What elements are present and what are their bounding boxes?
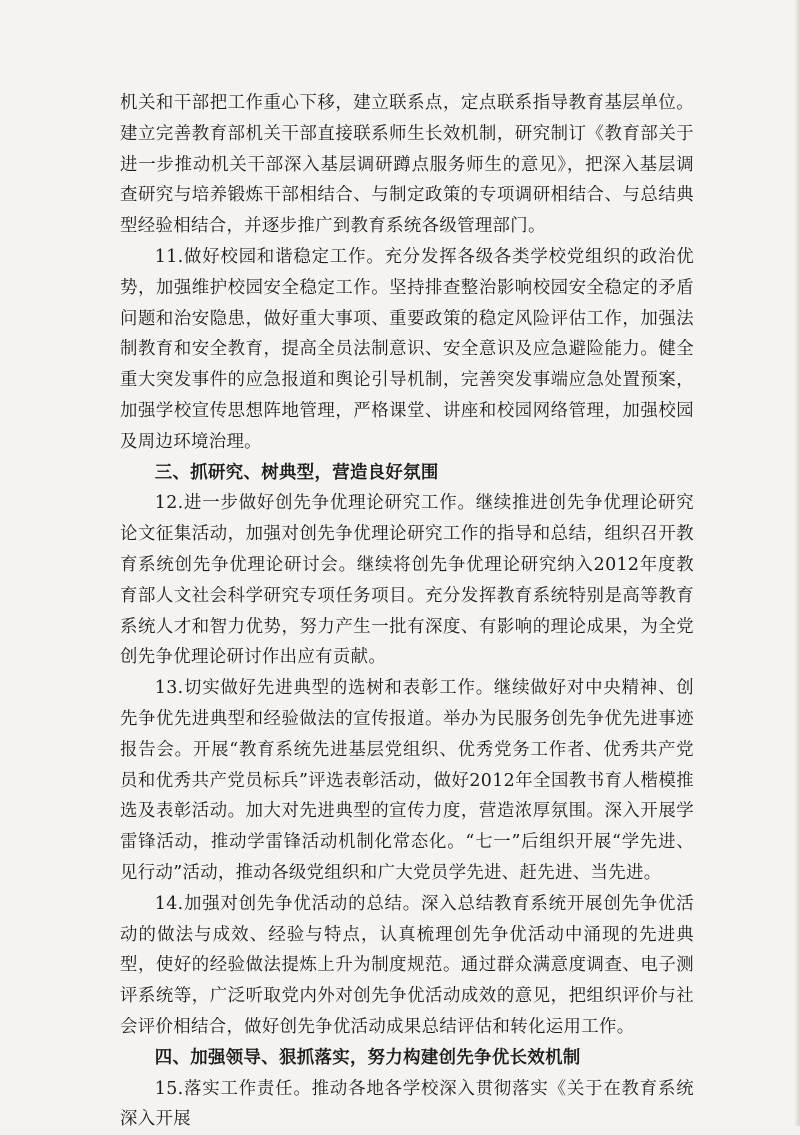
paragraph-item-13: 13.切实做好先进典型的选树和表彰工作。继续做好对中央精神、创先争优先进典型和经验做法的宣传报道。举办为民服务创先争优先进事迹报告会。开展“教育系统先进基层党组织、优秀党务工作者、优秀共产党员和优秀共产党员标兵”评选表彰活动，做好2012年全国教书育人楷模推选及表彰活动。加大对先进典型的宣传力度，营造浓厚氛围。深入开展学雷锋活动，推动学雷锋活动机制化常态化。“七一”后组织开展“学先进、见行动”活动，推动各级党组织和广大党员学先进、赶先进、当先进。 <box>120 673 694 889</box>
section-heading-4: 四、加强领导、狠抓落实，努力构建创先争优长效机制 <box>120 1043 694 1074</box>
paragraph-item-12: 12.进一步做好创先争优理论研究工作。继续推进创先争优理论研究论文征集活动，加强对创先争优理论研究工作的指导和总结，组织召开教育系统创先争优理论研讨会。继续将创先争优理论研究纳入2012年度教育部人文社会科学研究专项任务项目。充分发挥教育系统特别是高等教育系统人才和智力优势，努力产生一批有深度、有影响的理论成果，为全党创先争优理论研讨作出应有贡献。 <box>120 488 694 673</box>
paragraph-intro: 机关和干部把工作重心下移，建立联系点，定点联系指导教育基层单位。建立完善教育部机关干部直接联系师生长效机制，研究制订《教育部关于进一步推动机关干部深入基层调研蹲点服务师生的意见》，把深入基层调查研究与培养锻炼干部相结合、与制定政策的专项调研相结合、与总结典型经验相结合，并逐步推广到教育系统各级管理部门。 <box>120 88 694 242</box>
paragraph-item-15: 15.落实工作责任。推动各地各学校深入贯彻落实《关于在教育系统深入开展 <box>120 1074 694 1135</box>
paragraph-item-14: 14.加强对创先争优活动的总结。深入总结教育系统开展创先争优活动的做法与成效、经验与特点，认真梳理创先争优活动中涌现的先进典型，使好的经验做法提炼上升为制度规范。通过群众满意度调查、电子测评系统等，广泛听取党内外对创先争优活动成效的意见，把组织评价与社会评价相结合，做好创先争优活动成果总结评估和转化运用工作。 <box>120 889 694 1043</box>
scan-edge-shadow <box>794 0 800 1126</box>
section-heading-3: 三、抓研究、树典型，营造良好氛围 <box>120 458 694 489</box>
paragraph-item-11: 11.做好校园和谐稳定工作。充分发挥各级各类学校党组织的政治优势，加强维护校园安全稳定工作。坚持排查整治影响校园安全稳定的矛盾问题和治安隐患，做好重大事项、重要政策的稳定风险评估工作，加强法制教育和安全教育，提高全员法制意识、安全意识及应急避险能力。健全重大突发事件的应急报道和舆论引导机制，完善突发事端应急处置预案，加强学校宣传思想阵地管理，严格课堂、讲座和校园网络管理，加强校园及周边环境治理。 <box>120 242 694 458</box>
